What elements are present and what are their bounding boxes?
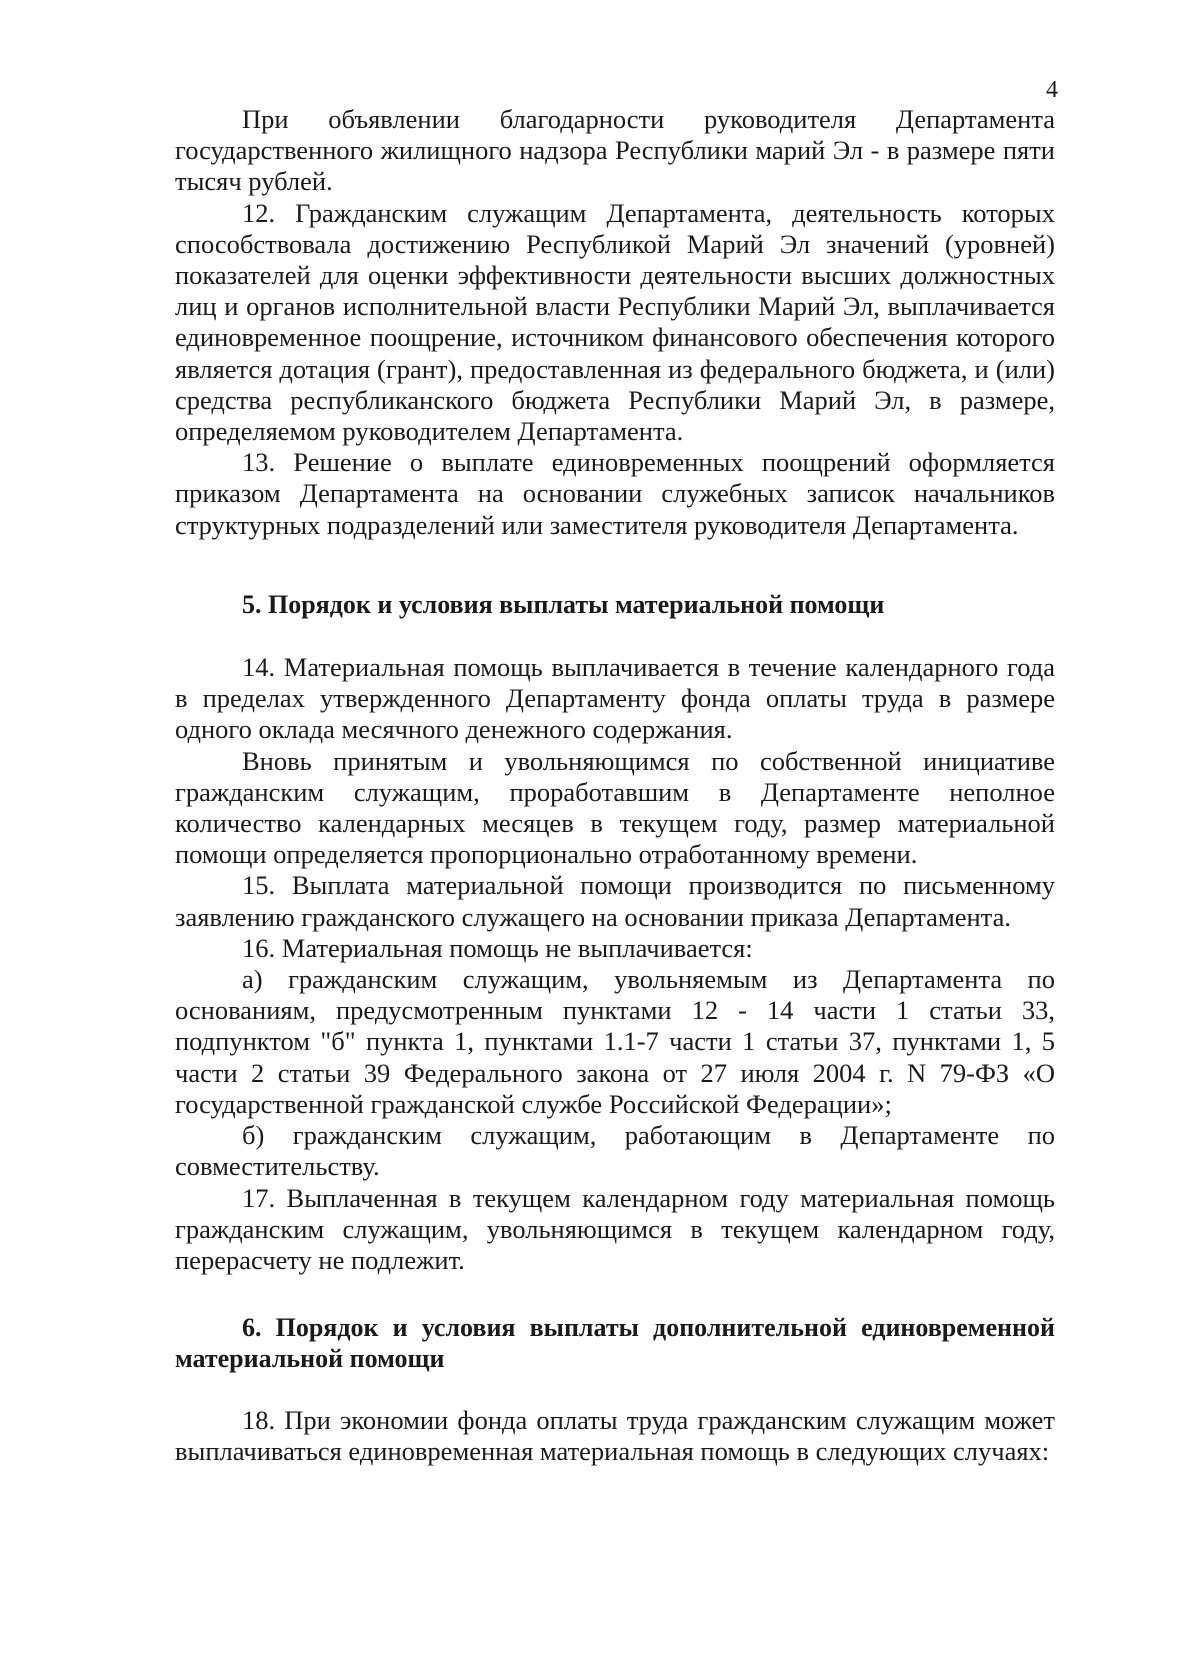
paragraph-17: 17. Выплаченная в текущем календарном году материальная помощь гражданским служащим, увольняющимся в текущем календарном году, перерасчету не подлежит. <box>175 1182 1055 1275</box>
paragraph-16-a: а) гражданским служащим, увольняемым из Департамента по основаниям, предусмотренным пунктами 12 - 14 части 1 статьи 33, подпунктом "б" пункта 1, пунктами 1.1-7 части 1 статьи 37, пунктами 1, 5 части 2 статьи 39 Федерального закона от 27 июля 2004 г. N 79-ФЗ «О государственной гражданской службе Российской Федерации»; <box>175 964 1055 1119</box>
paragraph-16-b: б) гражданским служащим, работающим в Департаменте по совместительству. <box>175 1120 1055 1182</box>
document-body <box>175 104 1055 1467</box>
paragraph-18: 18. При экономии фонда оплаты труда гражданским служащим может выплачиваться единовременная материальная помощь в следующих случаях: <box>175 1404 1055 1466</box>
paragraph-14-new-hires: Вновь принятым и увольняющимся по собственной инициативе гражданским служащим, проработавшим в Департаменте неполное количество календарных месяцев в текущем году, размер материальной помощи определяется пропорционально отработанному времени. <box>175 745 1055 870</box>
paragraph-15: 15. Выплата материальной помощи производится по письменному заявлению гражданского служащего на основании приказа Департамента. <box>175 870 1055 932</box>
paragraph-13: 13. Решение о выплате единовременных поощрений оформляется приказом Департамента на основании служебных записок начальников структурных подразделений или заместителя руководителя Департамента. <box>175 447 1055 540</box>
section-6-heading: 6. Порядок и условия выплаты дополнительной единовременной материальной помощи <box>175 1313 1055 1374</box>
page-number: 4 <box>1046 77 1058 103</box>
paragraph-16: 16. Материальная помощь не выплачивается: <box>242 932 753 963</box>
paragraph-12: 12. Гражданским служащим Департамента, деятельность которых способствовала достижению Республикой Марий Эл значений (уровней) показателей для оценки эффективности деятельности высших должностных лиц и органов исполнительной власти Республики Марий Эл, выплачивается единовременное поощрение, источником финансового обеспечения которого является дотация (грант), предоставленная из федерального бюджета, и (или) средства республиканского бюджета Республики Марий Эл, в размере, определяемом руководителем Департамента. <box>175 197 1055 447</box>
paragraph-gratitude: При объявлении благодарности руководителя Департамента государственного жилищного надзора Республики марий Эл - в размере пяти тысяч рублей. <box>175 104 1055 197</box>
section-5-heading: 5. Порядок и условия выплаты материальной помощи <box>242 589 885 619</box>
paragraph-14: 14. Материальная помощь выплачивается в течение календарного года в пределах утвержденного Департаменту фонда оплаты труда в размере одного оклада месячного денежного содержания. <box>175 652 1055 745</box>
